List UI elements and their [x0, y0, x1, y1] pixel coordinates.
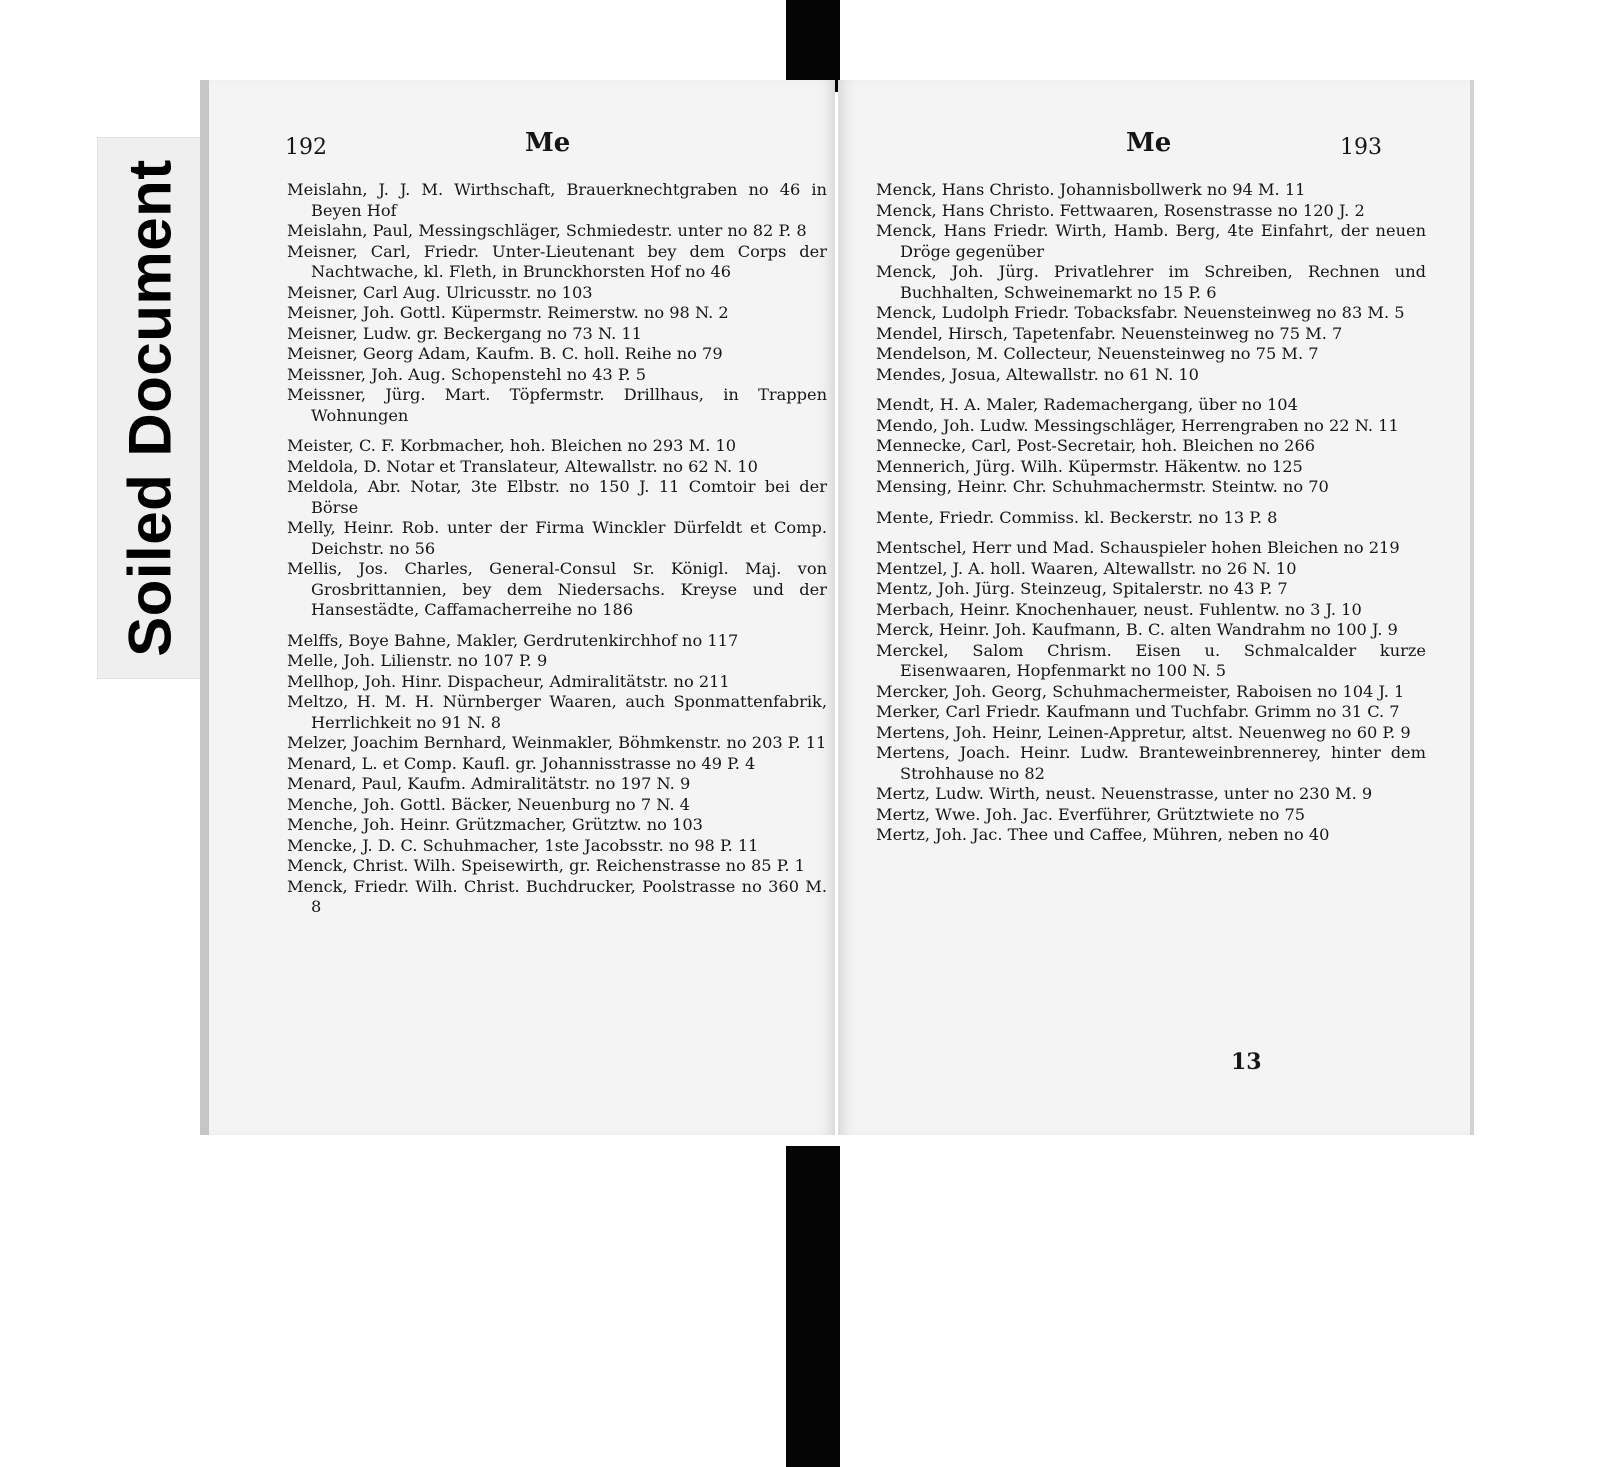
directory-entry: Meister, C. F. Korbmacher, hoh. Bleichen no 293 M. 10: [287, 436, 737, 455]
directory-entry: Melle, Joh. Lilienstr. no 107 P. 9: [287, 651, 548, 670]
directory-entry: Meislahn, Paul, Messingschläger, Schmiedestr. unter no 82 P. 8: [287, 221, 807, 240]
directory-entry: Mertz, Ludw. Wirth, neust. Neuenstrasse, unter no 230 M. 9: [876, 784, 1373, 803]
directory-entry: Menck, Ludolph Friedr. Tobacksfabr. Neuensteinweg no 83 M. 5: [876, 303, 1405, 322]
right-directory-entries: [876, 180, 1426, 846]
book-spine-bottom: [786, 1146, 840, 1467]
directory-entry: Menck, Friedr. Wilh. Christ. Buchdrucker, Poolstrasse no 360 M. 8: [287, 876, 827, 916]
directory-entry: Mentz, Joh. Jürg. Steinzeug, Spitalerstr. no 43 P. 7: [876, 579, 1288, 598]
left-page: [200, 80, 835, 1135]
directory-entry: Mente, Friedr. Commiss. kl. Beckerstr. no 13 P. 8: [876, 507, 1278, 527]
directory-entry: Meltzo, H. M. H. Nürnberger Waaren, auch Sponmattenfabrik, Herrlichkeit no 91 N. 8: [287, 692, 827, 732]
book-spine-top: [786, 0, 840, 92]
directory-entry: Mertens, Joh. Heinr, Leinen-Appretur, altst. Neuenweg no 60 P. 9: [876, 722, 1411, 742]
directory-entry: Meissner, Jürg. Mart. Töpfermstr. Drillhaus, in Trappen Wohnungen: [287, 385, 827, 425]
directory-entry: Menck, Hans Friedr. Wirth, Hamb. Berg, 4te Einfahrt, der neuen Dröge gegenüber: [876, 221, 1426, 261]
directory-entry: Mendes, Josua, Altewallstr. no 61 N. 10: [876, 364, 1199, 384]
directory-entry: Meisner, Joh. Gottl. Küpermstr. Reimerstw. no 98 N. 2: [287, 303, 729, 322]
directory-entry: Melzer, Joachim Bernhard, Weinmakler, Böhmkenstr. no 203 P. 11: [287, 733, 827, 752]
left-running-head: Me: [525, 128, 571, 158]
soiled-document-text: Soiled Document: [116, 159, 184, 657]
directory-entry: Mendt, H. A. Maler, Rademachergang, über no 104: [876, 395, 1298, 414]
directory-entry: Meldola, Abr. Notar, 3te Elbstr. no 150 J. 11 Comtoir bei der Börse: [287, 477, 827, 517]
directory-entry: Mellhop, Joh. Hinr. Dispacheur, Admiralitätstr. no 211: [287, 671, 730, 691]
directory-entry: Mertens, Joach. Heinr. Ludw. Branteweinbrennerey, hinter dem Strohhause no 82: [876, 743, 1426, 783]
directory-entry: Menche, Joh. Gottl. Bäcker, Neuenburg no 7 N. 4: [287, 794, 690, 814]
directory-entry: Merker, Carl Friedr. Kaufmann und Tuchfabr. Grimm no 31 C. 7: [876, 702, 1400, 721]
directory-entry: Meisner, Carl, Friedr. Unter-Lieutenant bey dem Corps der Nachtwache, kl. Fleth, in Brunckhorsten Hof no 46: [287, 241, 827, 281]
directory-entry: Meldola, D. Notar et Translateur, Altewallstr. no 62 N. 10: [287, 456, 758, 476]
directory-entry: Mencke, J. D. C. Schuhmacher, 1ste Jacobsstr. no 98 P. 11: [287, 835, 759, 855]
directory-entry: Mertz, Wwe. Joh. Jac. Everführer, Grütztwiete no 75: [876, 804, 1306, 824]
directory-entry: Meissner, Joh. Aug. Schopenstehl no 43 P. 5: [287, 364, 647, 384]
directory-entry: Mendelson, M. Collecteur, Neuensteinweg no 75 M. 7: [876, 344, 1319, 363]
directory-entry: Meisner, Georg Adam, Kaufm. B. C. holl. Reihe no 79: [287, 344, 723, 363]
directory-entry: Menck, Christ. Wilh. Speisewirth, gr. Reichenstrasse no 85 P. 1: [287, 856, 805, 875]
directory-entry: Meisner, Ludw. gr. Beckergang no 73 N. 11: [287, 323, 642, 343]
left-directory-entries: [287, 180, 827, 918]
signature-mark: 13: [1231, 1049, 1262, 1075]
directory-entry: Menck, Hans Christo. Fettwaaren, Rosenstrasse no 120 J. 2: [876, 200, 1365, 220]
directory-entry: Menard, L. et Comp. Kaufl. gr. Johannisstrasse no 49 P. 4: [287, 753, 756, 773]
directory-entry: Meisner, Carl Aug. Ulricusstr. no 103: [287, 282, 593, 302]
soiled-document-label: [97, 137, 203, 679]
directory-entry: Merck, Heinr. Joh. Kaufmann, B. C. alten Wandrahm no 100 J. 9: [876, 620, 1398, 639]
directory-entry: Melly, Heinr. Rob. unter der Firma Winckler Dürfeldt et Comp. Deichstr. no 56: [287, 518, 827, 558]
directory-entry: Mertz, Joh. Jac. Thee und Caffee, Mühren, neben no 40: [876, 825, 1330, 844]
directory-entry: Mentzel, J. A. holl. Waaren, Altewallstr. no 26 N. 10: [876, 558, 1297, 578]
directory-entry: Merckel, Salom Chrism. Eisen u. Schmalcalder kurze Eisenwaaren, Hopfenmarkt no 100 N. 5: [876, 640, 1426, 680]
directory-entry: Mennecke, Carl, Post-Secretair, hoh. Bleichen no 266: [876, 436, 1316, 455]
right-running-head: Me: [1126, 128, 1172, 158]
directory-entry: Mendo, Joh. Ludw. Messingschläger, Herrengraben no 22 N. 11: [876, 415, 1399, 435]
directory-entry: Meislahn, J. J. M. Wirthschaft, Brauerknechtgraben no 46 in Beyen Hof: [287, 180, 827, 220]
directory-entry: Menck, Joh. Jürg. Privatlehrer im Schreiben, Rechnen und Buchhalten, Schweinemarkt no 15 P. 6: [876, 262, 1426, 302]
directory-entry: Mendel, Hirsch, Tapetenfabr. Neuensteinweg no 75 M. 7: [876, 323, 1343, 343]
directory-entry: Menard, Paul, Kaufm. Admiralitätstr. no 197 N. 9: [287, 774, 691, 793]
directory-entry: Merbach, Heinr. Knochenhauer, neust. Fuhlentw. no 3 J. 10: [876, 599, 1362, 619]
directory-entry: Mennerich, Jürg. Wilh. Küpermstr. Häkentw. no 125: [876, 456, 1303, 476]
directory-entry: Mentschel, Herr und Mad. Schauspieler hohen Bleichen no 219: [876, 538, 1400, 557]
right-page: [838, 80, 1474, 1135]
right-page-number: 193: [1340, 135, 1382, 160]
directory-entry: Mensing, Heinr. Chr. Schuhmachermstr. Steintw. no 70: [876, 477, 1329, 496]
directory-entry: Menche, Joh. Heinr. Grützmacher, Grütztw. no 103: [287, 815, 703, 834]
directory-entry: Menck, Hans Christo. Johannisbollwerk no 94 M. 11: [876, 180, 1306, 199]
directory-entry: Melffs, Boye Bahne, Makler, Gerdrutenkirchhof no 117: [287, 630, 739, 650]
left-page-number: 192: [285, 135, 327, 160]
directory-entry: Mercker, Joh. Georg, Schuhmachermeister, Raboisen no 104 J. 1: [876, 681, 1405, 701]
directory-entry: Mellis, Jos. Charles, General-Consul Sr. Königl. Maj. von Grosbrittannien, bey dem Niedersachs. Kreyse und der Hansestädte, Caffamacherreihe no 186: [287, 559, 827, 619]
